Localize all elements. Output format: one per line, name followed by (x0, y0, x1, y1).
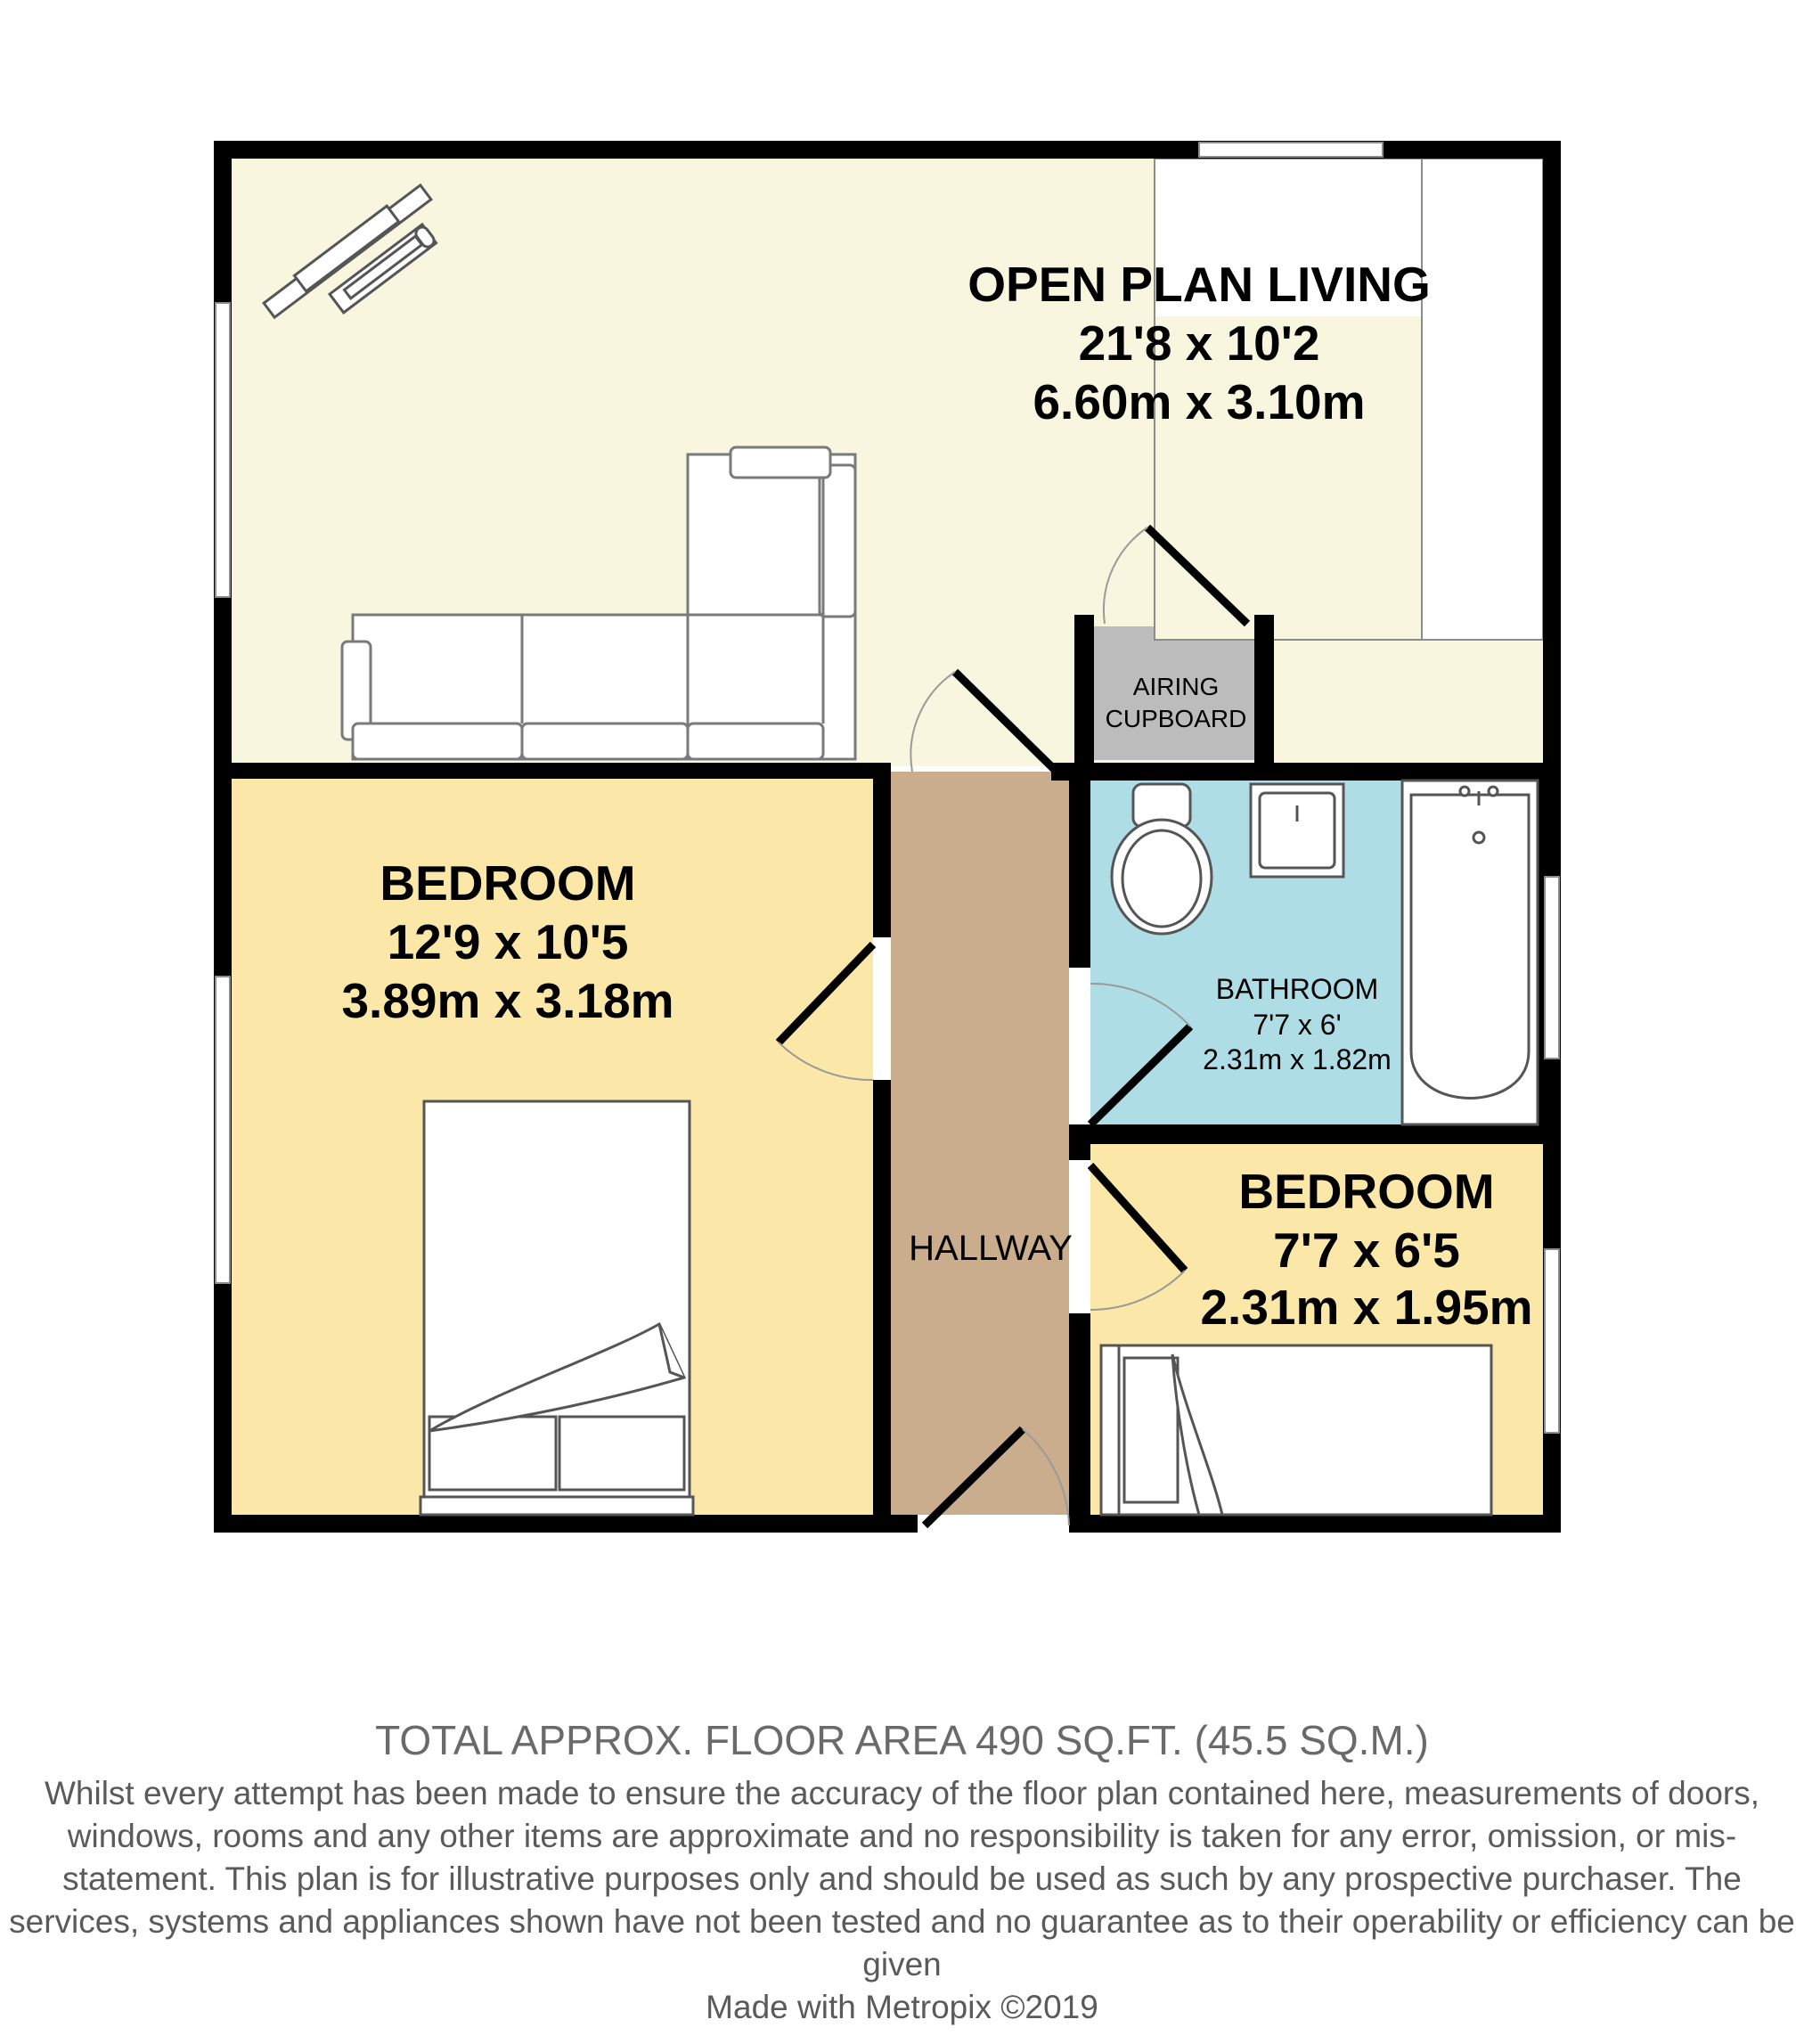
bedroom-1-imperial: 12'9 x 10'5 (387, 914, 629, 969)
wall-bedroom-hall-top (873, 763, 891, 937)
bedroom-1-metric: 3.89m x 3.18m (341, 973, 674, 1028)
wall-cupboard-left (1074, 615, 1094, 781)
cupboard-label-line2: CUPBOARD (1105, 705, 1247, 732)
bathroom-metric: 2.31m x 1.82m (1203, 1043, 1392, 1075)
wall-living-bedroom (224, 763, 891, 779)
disclaimer-text: Whilst every attempt has been made to ensure the accuracy of the floor plan contained here, measurements of doors, windows, rooms and any other items are approximate and no responsibility is taken for any error, omission, or mis-statement. This plan is for illustrative purposes only and should be used as such by any prospective purchaser. The services, systems and appliances shown have not been tested and no guarantee as to their operability or efficiency can be given (9, 1775, 1795, 1983)
hallway-floor (891, 772, 1069, 1515)
bedroom-1-name: BEDROOM (380, 855, 636, 911)
bathroom-imperial: 7'7 x 6' (1253, 1009, 1342, 1041)
double-bed (420, 1101, 693, 1515)
bedroom-2-name: BEDROOM (1238, 1164, 1495, 1219)
single-bed (1101, 1345, 1491, 1515)
wall-hall-right-mid (1069, 1124, 1090, 1160)
window-living-left (216, 303, 230, 597)
footer (0, 1715, 1804, 2029)
window-top (1199, 143, 1383, 157)
living-room-name: OPEN PLAN LIVING (967, 257, 1431, 312)
bathroom-name: BATHROOM (1215, 973, 1379, 1005)
wall-bottom-right (1069, 1515, 1561, 1533)
credit-text: Made with Metropix ©2019 (706, 1989, 1098, 2025)
window-bathroom-right (1545, 877, 1559, 1059)
cupboard-label-line1: AIRING (1132, 673, 1220, 700)
bedroom-2-imperial: 7'7 x 6'5 (1273, 1222, 1460, 1278)
wall-bedroom-hall-bottom (873, 1080, 891, 1533)
wall-bath-bed2 (1090, 1124, 1543, 1144)
wall-bottom-left (214, 1515, 918, 1533)
wall-living-bath (1051, 763, 1561, 781)
bedroom-2-metric: 2.31m x 1.95m (1200, 1280, 1533, 1335)
living-room-metric: 6.60m x 3.10m (1033, 374, 1366, 429)
window-bedroom-left (216, 977, 230, 1283)
living-room-imperial: 21'8 x 10'2 (1078, 315, 1320, 371)
wash-basin (1251, 784, 1343, 877)
bathtub (1402, 781, 1538, 1124)
wall-hall-right-top (1069, 763, 1090, 968)
window-bedroom2-right (1545, 1249, 1559, 1433)
wall-cupboard-right (1254, 615, 1274, 781)
wall-hall-right-bottom (1069, 1313, 1090, 1533)
total-floor-area: TOTAL APPROX. FLOOR AREA 490 SQ.FT. (45.5 SQ.M.) (375, 1717, 1429, 1763)
hallway-name: HALLWAY (909, 1229, 1073, 1268)
